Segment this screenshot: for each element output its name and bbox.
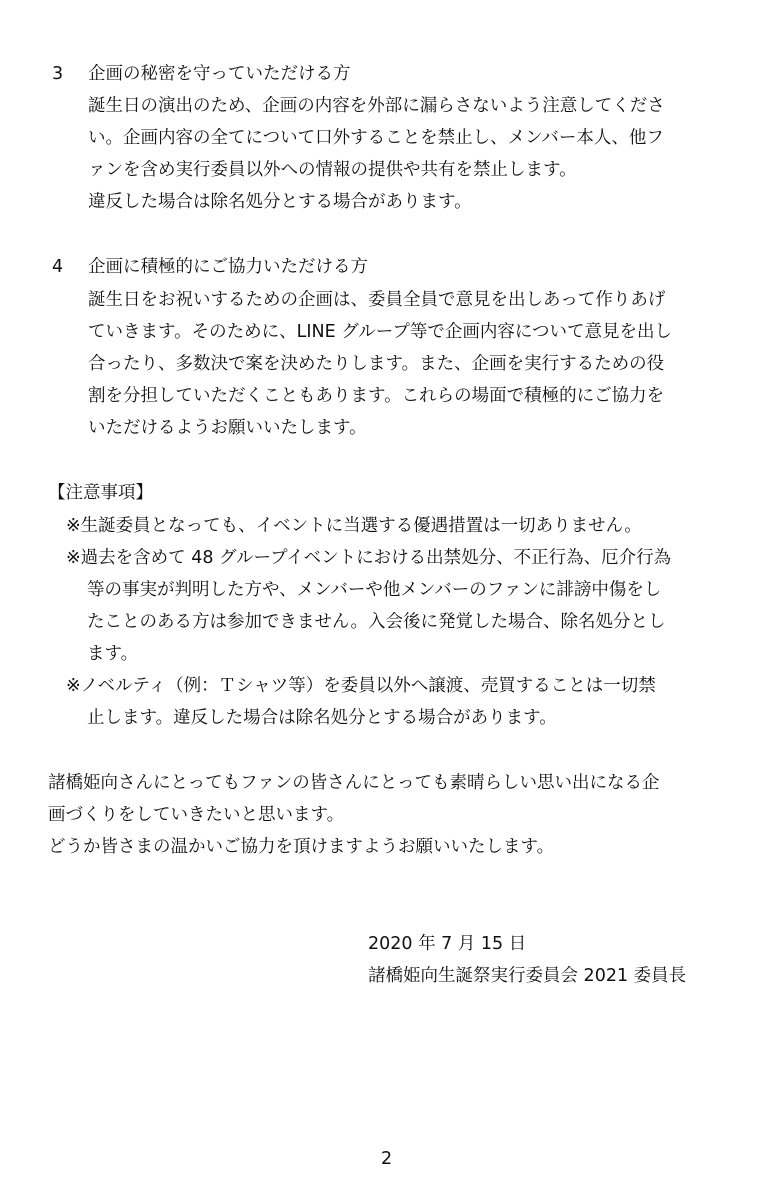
note-item-line: 等の事実が判明した方や、メンバーや他メンバーのファンに誹謗中傷をし xyxy=(87,580,662,600)
section-3-body-line: ァンを含め実行委員以外への情報の提供や共有を禁止します。 xyxy=(88,160,577,180)
section-4-heading: 企画に積極的にご協力いただける方 xyxy=(88,257,368,277)
closing-line: 画づくりをしていきたいと思います。 xyxy=(48,805,345,825)
section-3-number: 3 xyxy=(52,64,64,84)
closing-line: どうか皆さまの温かいご協力を頂けますようお願いいたします。 xyxy=(48,837,555,857)
note-item-line: ※生誕委員となっても、イベントに当選する優遇措置は一切ありません。 xyxy=(66,516,642,536)
note-item-line: ※過去を含めて 48 グループイベントにおける出禁処分、不正行為、厄介行為 xyxy=(66,548,672,568)
section-3-body-line: 違反した場合は除名処分とする場合があります。 xyxy=(88,192,472,212)
closing-line: 諸橋姫向さんにとってもファンの皆さんにとっても素晴らしい思い出になる企 xyxy=(48,773,660,793)
section-4-body-line: ていきます。そのために、LINE グループ等で企画内容について意見を出し xyxy=(88,322,672,342)
section-4-body-line: 合ったり、多数決で案を決めたりします。また、企画を実行するための役 xyxy=(88,354,665,374)
signature-author: 諸橋姫向生誕祭実行委員会 2021 委員長 xyxy=(368,966,687,986)
note-item-line: ます。 xyxy=(87,644,139,664)
section-4-number: 4 xyxy=(52,257,64,277)
section-3-heading: 企画の秘密を守っていただける方 xyxy=(88,64,351,84)
note-item-line: 止します。違反した場合は除名処分とする場合があります。 xyxy=(87,708,557,728)
signature-date: 2020 年 7 月 15 日 xyxy=(368,934,527,954)
section-3-body-line: 誕生日の演出のため、企画の内容を外部に漏らさないよう注意してくださ xyxy=(88,96,665,116)
note-item-line: たことのある方は参加できません。入会後に発覚した場合、除名処分とし xyxy=(87,612,666,632)
section-3-body-line: い。企画内容の全てについて口外することを禁止し、メンバー本人、他フ xyxy=(88,128,664,148)
notes-heading: 【注意事項】 xyxy=(48,483,153,503)
note-item-line: ※ノベルティ（例：Ｔシャツ等）を委員以外へ譲渡、売買することは一切禁 xyxy=(66,676,656,696)
page-number: 2 xyxy=(381,1149,393,1169)
section-4-body-line: 割を分担していただくこともあります。これらの場面で積極的にご協力を xyxy=(88,386,665,406)
section-4-body-line: いただけるようお願いいたします。 xyxy=(88,418,367,438)
section-4-body-line: 誕生日をお祝いするための企画は、委員全員で意見を出しあって作りあげ xyxy=(88,290,666,310)
